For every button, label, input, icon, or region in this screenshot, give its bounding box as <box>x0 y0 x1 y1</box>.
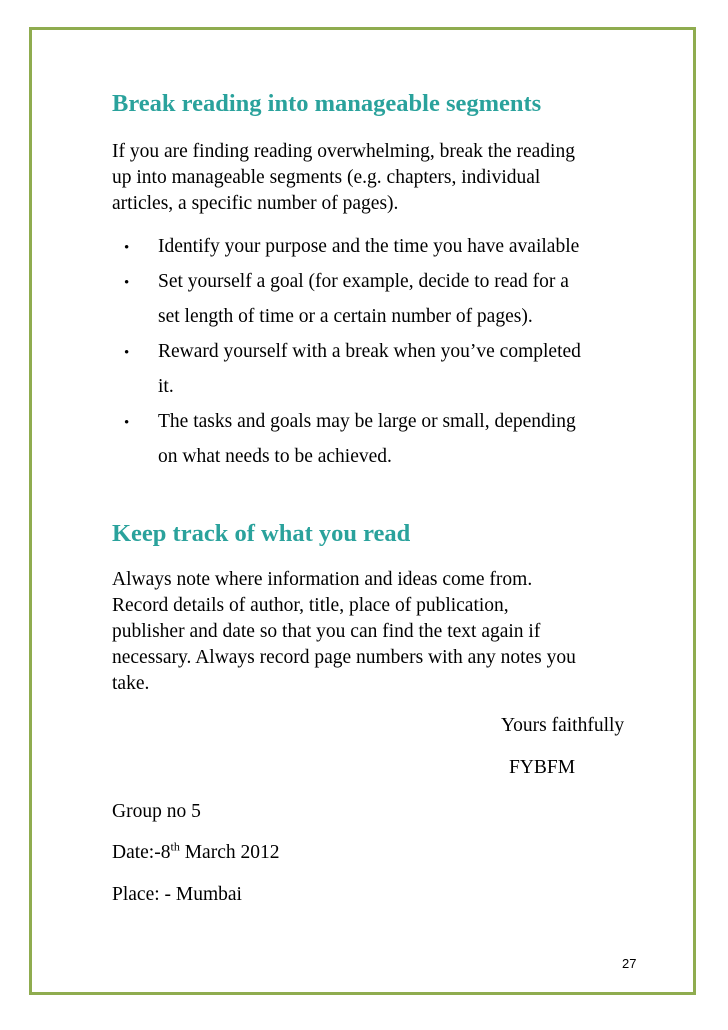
bullet-line: Set yourself a goal (for example, decide to read for a <box>158 271 569 292</box>
bullet-item <box>112 334 652 404</box>
bullet-item <box>112 404 652 474</box>
paragraph-line: necessary. Always record page numbers with any notes you <box>112 647 576 668</box>
bullet-list <box>112 229 652 474</box>
page-number: 27 <box>622 956 637 971</box>
bullet-line: on what needs to be achieved. <box>158 446 392 467</box>
place-line: Place: - Mumbai <box>112 884 242 905</box>
section-paragraph-break-reading <box>112 139 642 217</box>
bullet-arrow-icon: • <box>124 345 130 361</box>
bullet-line: it. <box>158 376 174 397</box>
closing-signatory: FYBFM <box>509 757 576 778</box>
section-paragraph-keep-track <box>112 567 642 697</box>
date-superscript: th <box>170 839 180 854</box>
paragraph-line: If you are finding reading overwhelming, break the reading <box>112 141 575 162</box>
paragraph-line: Record details of author, title, place of publication, <box>112 595 509 616</box>
group-number: Group no 5 <box>112 801 201 822</box>
bullet-arrow-icon: • <box>124 240 130 256</box>
section-heading-break-reading: Break reading into manageable segments <box>112 90 542 117</box>
bullet-line: Identify your purpose and the time you have available <box>158 236 580 257</box>
section-heading-keep-track: Keep track of what you read <box>112 520 411 547</box>
date-prefix: Date:-8 <box>112 842 171 863</box>
bullet-line: Reward yourself with a break when you’ve completed <box>158 341 581 362</box>
bullet-arrow-icon: • <box>124 415 130 431</box>
paragraph-line: take. <box>112 673 150 694</box>
date-line <box>112 839 280 864</box>
paragraph-line: up into manageable segments (e.g. chapters, individual <box>112 167 541 188</box>
paragraph-line: articles, a specific number of pages). <box>112 193 399 214</box>
bullet-arrow-icon: • <box>124 275 130 291</box>
bullet-item <box>112 264 652 334</box>
bullet-line: set length of time or a certain number of pages). <box>158 306 533 327</box>
date-suffix: March 2012 <box>179 842 280 863</box>
bullet-item <box>112 229 652 264</box>
closing-salutation: Yours faithfully <box>501 715 625 736</box>
bullet-line: The tasks and goals may be large or small, depending <box>158 411 576 432</box>
paragraph-line: publisher and date so that you can find the text again if <box>112 621 541 642</box>
paragraph-line: Always note where information and ideas come from. <box>112 569 533 590</box>
